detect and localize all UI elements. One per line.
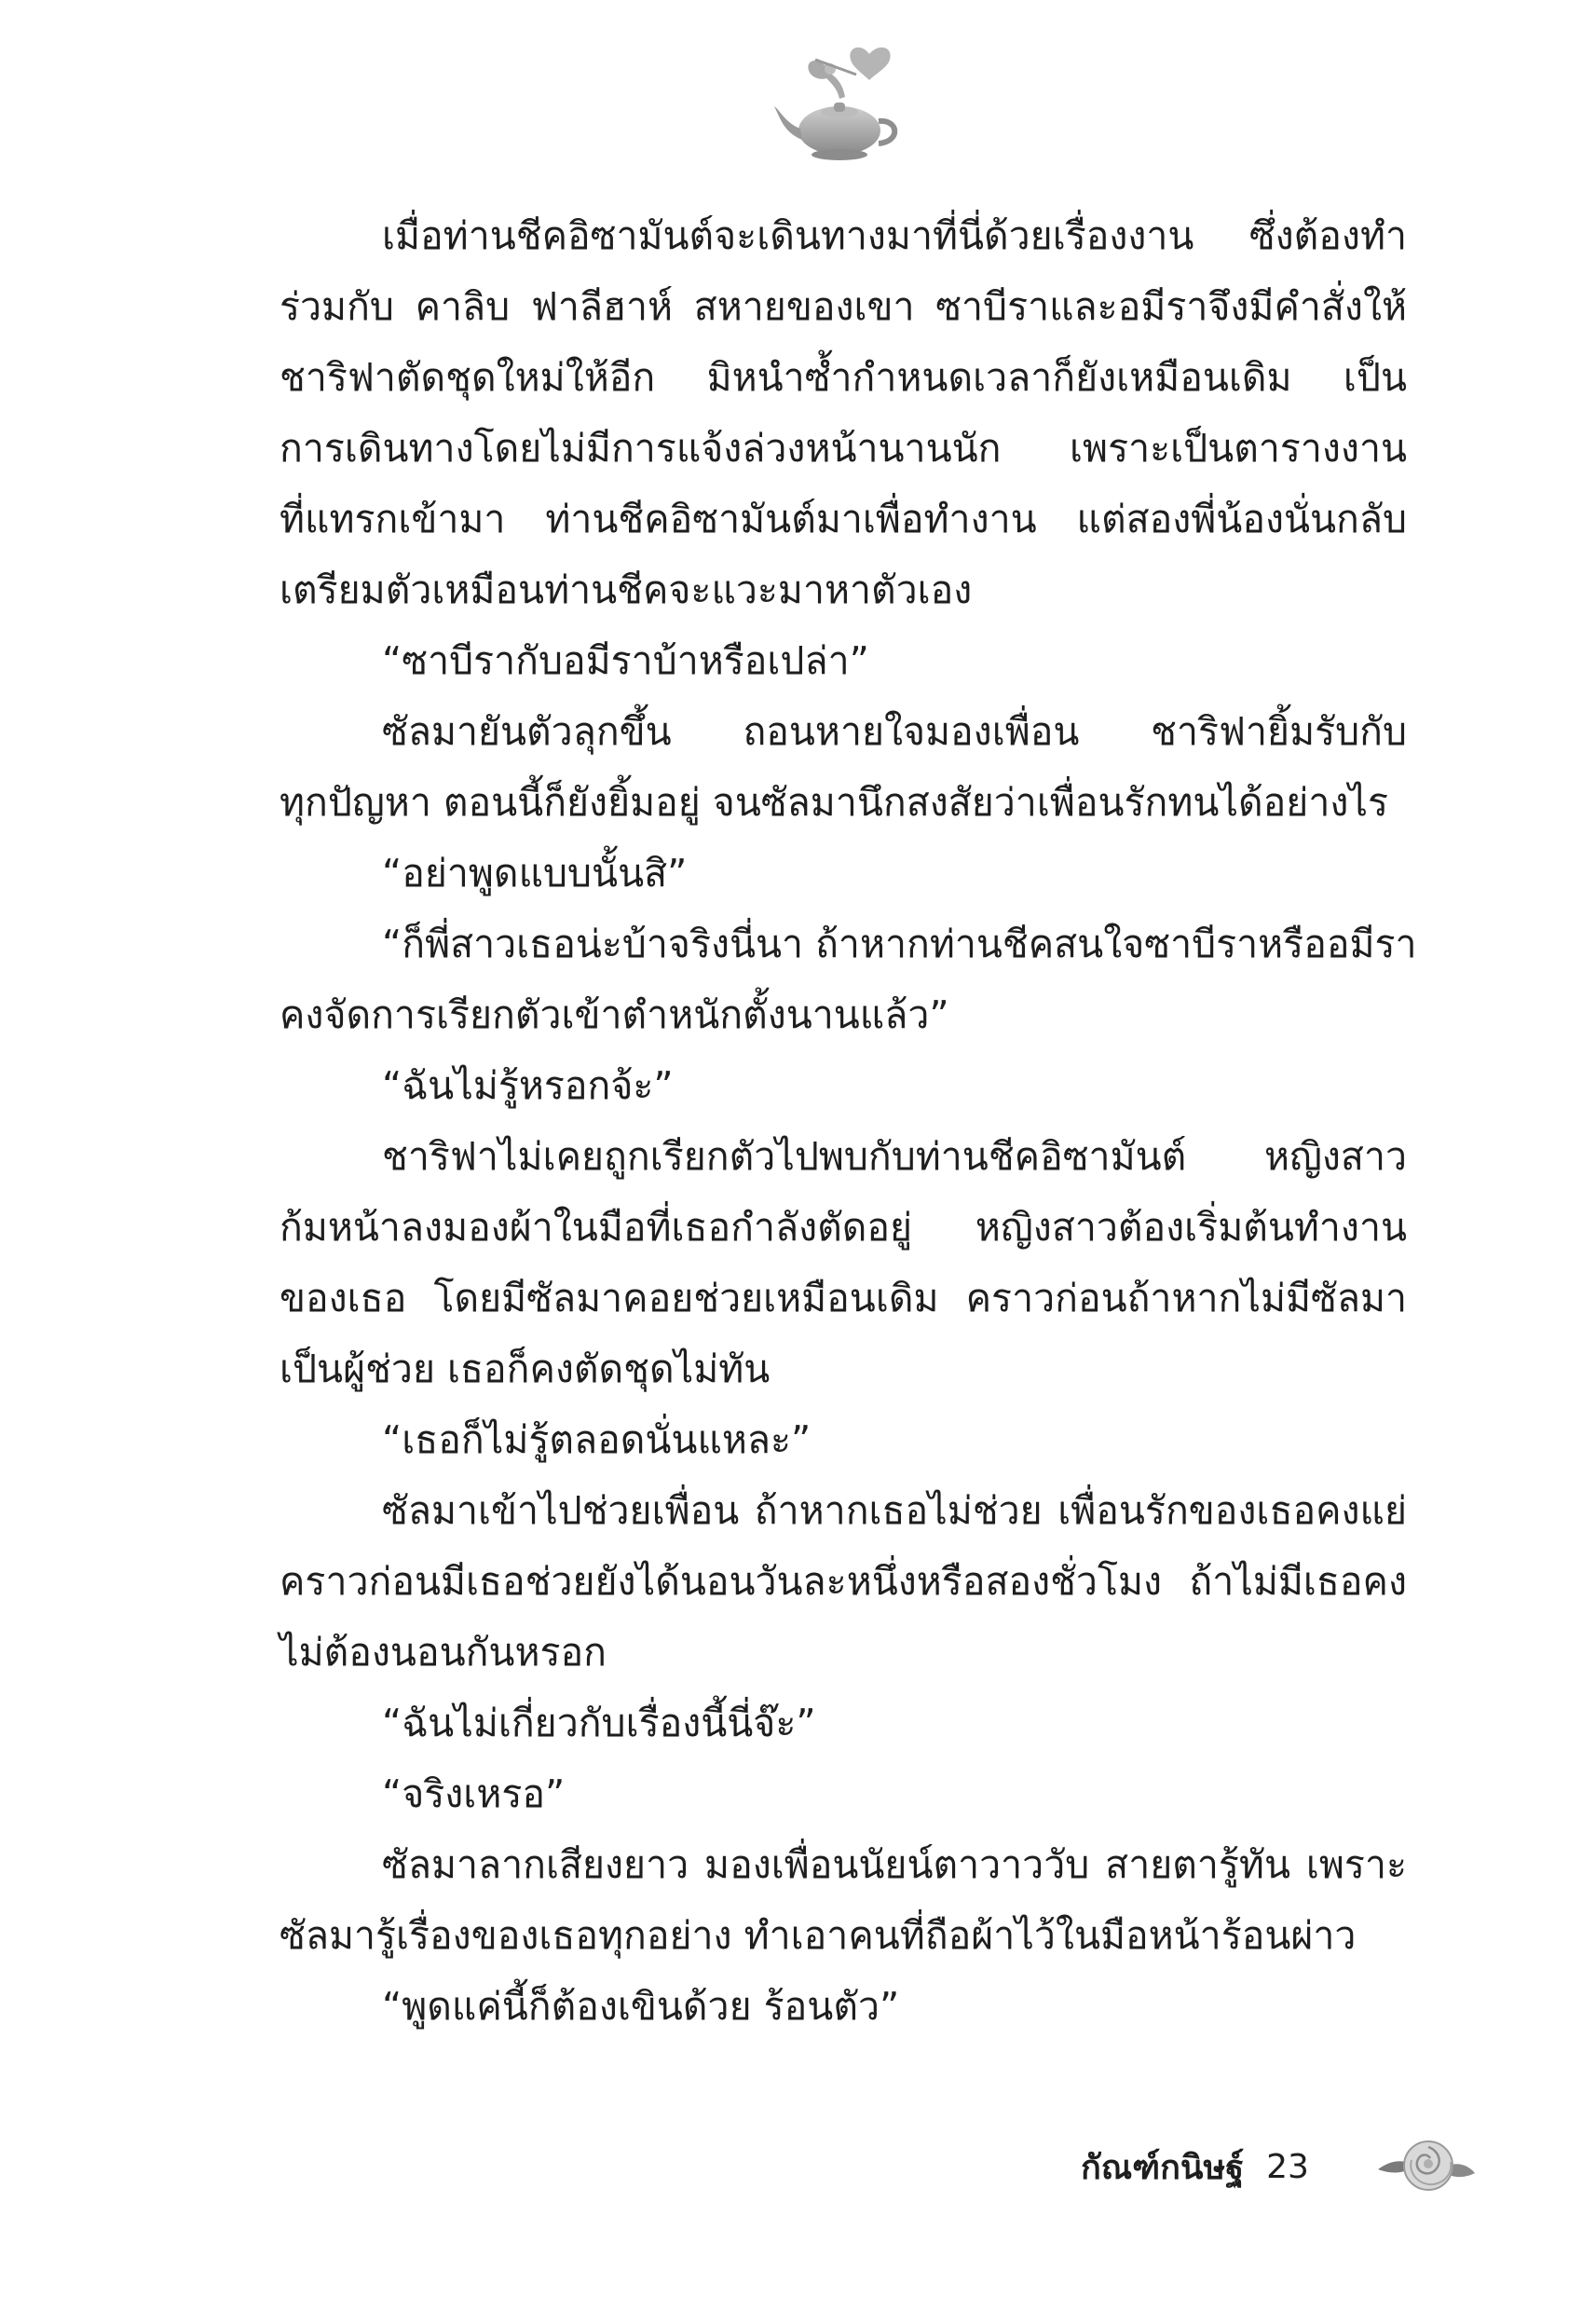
teapot-cupid-ornament-icon	[759, 37, 908, 177]
paragraph-line: ซัลมาลากเสียงยาว มองเพื่อนนัยน์ตาวาววับ สายตารู้ทัน เพราะ	[382, 1842, 1407, 1887]
paragraph-line: การเดินทางโดยไม่มีการแจ้งล่วงหน้านานนัก เพราะเป็นตารางงาน	[280, 426, 1407, 471]
page-number: 23	[1266, 2147, 1309, 2186]
paragraph	[280, 1121, 1407, 1404]
dialogue-line: “อย่าพูดแบบนั้นสิ”	[382, 851, 688, 896]
paragraph-line: คงจัดการเรียกตัวเข้าตำหนักตั้งนานแล้ว”	[280, 992, 949, 1037]
paragraph-line: คราวก่อนมีเธอช่วยยังได้นอนวันละหนึ่งหรือสองชั่วโมง ถ้าไม่มีเธอคง	[280, 1559, 1407, 1604]
paragraph	[280, 1829, 1407, 1971]
paragraph-line: เตรียมตัวเหมือนท่านชีคจะแวะมาหาตัวเอง	[280, 567, 973, 612]
dialogue-line: “เธอก็ไม่รู้ตลอดนั่นแหละ”	[382, 1417, 812, 1462]
body-text	[280, 200, 1417, 2042]
paragraph-line: ก้มหน้าลงมองผ้าในมือที่เธอกำลังตัดอยู่ หญิงสาวต้องเริ่มต้นทำงาน	[280, 1205, 1407, 1250]
dialogue-line: “ฉันไม่รู้หรอกจ้ะ”	[382, 1063, 674, 1108]
dialogue-line: “ซาบีรากับอมีราบ้าหรือเปล่า”	[382, 638, 869, 683]
paragraph-line: ซัลมาเข้าไปช่วยเพื่อน ถ้าหากเธอไม่ช่วย เพื่อนรักของเธอคงแย่	[382, 1488, 1407, 1533]
paragraph	[280, 200, 1407, 625]
paragraph-line: “ก็พี่สาวเธอน่ะบ้าจริงนี่นา ถ้าหากท่านชีคสนใจซาบีราหรืออมีรา	[382, 922, 1417, 966]
paragraph-line: ร่วมกับ คาลิบ ฟาลีฮาห์ สหายของเขา ซาบีราและอมีราจึงมีคำสั่งให้	[280, 284, 1407, 329]
paragraph-line: ซัลมารู้เรื่องของเธอทุกอย่าง ทำเอาคนที่ถือผ้าไว้ในมือหน้าร้อนผ่าว	[280, 1913, 1357, 1958]
paragraph-line: เมื่อท่านชีคอิซามันต์จะเดินทางมาที่นี่ด้วยเรื่องงาน ซึ่งต้องทำ	[382, 213, 1407, 258]
paragraph-line: ไม่ต้องนอนกันหรอก	[280, 1630, 607, 1675]
dialogue-line: “จริงเหรอ”	[382, 1771, 566, 1816]
paragraph	[280, 909, 1417, 1050]
paragraph-line: ของเธอ โดยมีซัลมาคอยช่วยเหมือนเดิม คราวก่อนถ้าหากไม่มีซัลมา	[280, 1276, 1407, 1320]
dialogue-line: “ฉันไม่เกี่ยวกับเรื่องนี้นี่จ๊ะ”	[382, 1701, 816, 1745]
dialogue-line: “พูดแค่นี้ก็ต้องเขินด้วย ร้อนตัว”	[382, 1984, 900, 2029]
paragraph-line: เป็นผู้ช่วย เธอก็คงตัดชุดไม่ทัน	[280, 1347, 771, 1391]
book-title: กัณฑ์กนิษฐ์	[1081, 2148, 1245, 2187]
paragraph	[280, 696, 1407, 838]
page-footer	[1081, 2139, 1309, 2195]
paragraph-line: ทุกปัญหา ตอนนี้ก็ยังยิ้มอยู่ จนซัลมานึกสงสัยว่าเพื่อนรักทนได้อย่างไร	[280, 780, 1389, 825]
rose-icon	[1374, 2132, 1477, 2197]
paragraph-line: ที่แทรกเข้ามา ท่านชีคอิซามันต์มาเพื่อทำงาน แต่สองพี่น้องนั่นกลับ	[280, 497, 1407, 541]
paragraph	[280, 1475, 1407, 1688]
paragraph-line: ซัลมายันตัวลุกขึ้น ถอนหายใจมองเพื่อน ชาริฟายิ้มรับกับ	[382, 709, 1407, 754]
paragraph-line: ชาริฟาตัดชุดใหม่ให้อีก มิหนำซ้ำกำหนดเวลาก็ยังเหมือนเดิม เป็น	[280, 355, 1407, 400]
paragraph-line: ชาริฟาไม่เคยถูกเรียกตัวไปพบกับท่านชีคอิซามันต์ หญิงสาว	[382, 1134, 1407, 1179]
